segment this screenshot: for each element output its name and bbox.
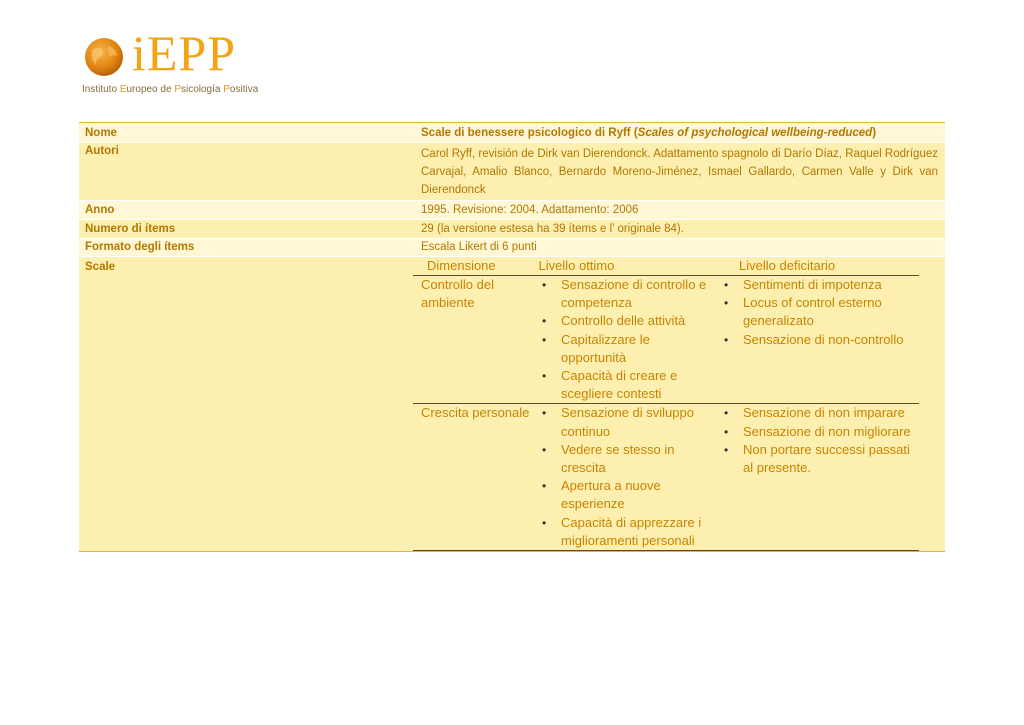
row-value: 1995. Revisione: 2004. Adattamento: 2006 [421, 204, 639, 216]
row-value: Escala Likert di 6 punti [421, 241, 537, 253]
scales-table [413, 257, 919, 551]
row-label: Scale [85, 261, 116, 273]
list-item: • Capacità di apprezzare i miglioramenti personali [533, 514, 715, 550]
list-item: • Capitalizzare le opportunità [533, 331, 715, 367]
list-item: • Sentimenti di impotenza [715, 276, 919, 294]
scale-row [413, 276, 919, 404]
dimension-name: Crescita personale [421, 405, 530, 421]
row-autori [79, 143, 945, 201]
list-item: • Sensazione di non migliorare [715, 423, 919, 441]
row-value: Scale di benessere psicologico di Ryff (Scales of psychological wellbeing-reduced) [421, 127, 877, 139]
list-item: • Apertura a nuove esperienze [533, 477, 715, 513]
row-scale [79, 257, 945, 552]
list-item: • Capacità di creare e scegliere contesti [533, 367, 715, 403]
dimension-name: Controllo del ambiente [421, 277, 494, 311]
list-item: • Non portare successi passati al presente. [715, 441, 919, 477]
globe-logo-icon [84, 36, 126, 78]
logo-wordmark: iEPP [132, 25, 237, 81]
row-label: Anno [85, 204, 115, 216]
row-value: Carol Ryff, revisión de Dirk van Dierendonck. Adattamento spagnolo di Darío Díaz, Raquel Rodríguez Carvajal, Amalio Blanco, Bernardo Moreno-Jiménez, Ismael Gallardo, Carmen Valle y Dirk van Dierendonck [421, 148, 938, 196]
list-item: • Vedere se stesso in crescita [533, 441, 715, 477]
deficit-list [715, 404, 919, 550]
row-nome [79, 122, 945, 143]
list-item: • Sensazione di controllo e competenza [533, 276, 715, 312]
list-item: • Controllo delle attività [533, 312, 715, 330]
logo-subtitle: Instituto Europeo de Psicología Positiva [82, 84, 259, 95]
list-item: • Locus of control esterno generalizato [715, 294, 919, 330]
list-item: • Sensazione di non imparare [715, 404, 919, 422]
row-value: 29 (la versione estesa ha 39 ítems e l’ originale 84). [421, 223, 684, 235]
info-table [79, 122, 945, 552]
header-livello-ottimo: Livello ottimo [538, 258, 615, 273]
row-label: Autori [85, 145, 119, 157]
optimal-list [533, 276, 715, 403]
row-label: Formato degli ítems [85, 241, 195, 253]
optimal-list [533, 404, 715, 550]
header-livello-deficitario: Livello deficitario [739, 258, 836, 273]
row-anno [79, 201, 945, 220]
list-item: • Sensazione di sviluppo continuo [533, 404, 715, 440]
row-numero-items [79, 220, 945, 239]
scales-header [413, 257, 919, 276]
iepp-logo [82, 25, 282, 98]
list-item: • Sensazione di non-controllo [715, 331, 919, 349]
scale-row [413, 404, 919, 551]
row-label: Numero di ítems [85, 223, 176, 235]
header-dimensione: Dimensione [427, 258, 496, 273]
deficit-list [715, 276, 919, 403]
row-label: Nome [85, 127, 117, 139]
row-formato [79, 239, 945, 257]
